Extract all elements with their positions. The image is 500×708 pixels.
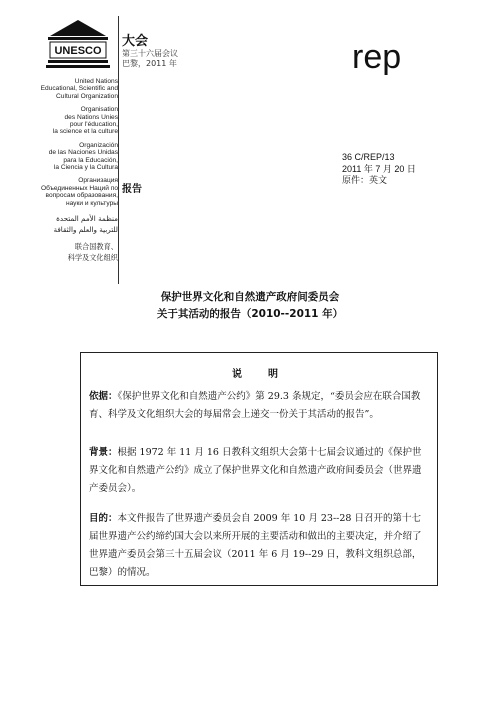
org-name-zh: 联合国教育、 科学及文化组织 bbox=[67, 242, 118, 263]
unesco-logo bbox=[40, 16, 116, 76]
summary-item-label: 依据： bbox=[89, 391, 118, 402]
org-name-es: Organización de las Naciones Unidas para la Educación, la Ciencia y la Cultura bbox=[48, 141, 118, 172]
report-label: 报告 bbox=[122, 184, 142, 195]
summary-item-text: 《保护世界文化和自然遗产公约》第 29.3 条规定，“委员会应在联合国教育、科学及文化组织大会的每届常会上递交一份关于其活动的报告”。 bbox=[89, 391, 421, 420]
organization-names bbox=[40, 78, 118, 269]
summary-heading: 说 明 bbox=[232, 369, 286, 380]
summary-item-basis bbox=[89, 388, 429, 424]
doc-type: rep bbox=[352, 38, 402, 76]
conference-title: 大会 bbox=[122, 34, 149, 49]
document-title-line2: 关于其活动的报告（2010--2011 年） bbox=[156, 308, 344, 320]
document-meta bbox=[342, 152, 416, 187]
doc-symbol: 36 C/REP/13 bbox=[342, 152, 395, 162]
header-divider bbox=[118, 16, 119, 284]
doc-date: 2011 年 7 月 20 日 bbox=[342, 163, 416, 174]
temple-logo-icon bbox=[40, 16, 116, 76]
summary-item-text: 根据 1972 年 11 月 16 日教科文组织大会第十七届会议通过的《保护世界文化和自然遗产公约》成立了保护世界文化和自然遗产政府间委员会（世界遗产委员会）。 bbox=[89, 447, 422, 494]
summary-item-purpose bbox=[89, 510, 429, 582]
summary-item-label: 目的： bbox=[89, 513, 118, 524]
summary-box bbox=[80, 352, 438, 586]
org-name-ru: Организация Объединенных Наций по вопросам образования, науки и культуры bbox=[41, 177, 118, 207]
summary-item-background bbox=[89, 444, 429, 498]
org-name-fr: Organisation des Nations Unies pour l'éducation, la science et la culture bbox=[52, 106, 118, 136]
doc-original-language: 原件：英文 bbox=[342, 175, 388, 185]
conference-session: 第三十六届会议 bbox=[122, 49, 178, 58]
conference-place-year: 巴黎，2011 年 bbox=[122, 59, 177, 68]
summary-item-label: 背景： bbox=[89, 447, 118, 458]
org-name-ar: منظمة الأمم المتحدة للتربية والعلم والثقافة bbox=[53, 214, 118, 235]
summary-item-text: 本文件报告了世界遗产委员会自 2009 年 10 月 23--28 日召开的第十七届世界遗产公约缔约国大会以来所开展的主要活动和做出的主要决定，并介绍了世界遗产委员会第三十五届会议（2011 年 6 月 19--29 日，教科文组织总部，巴黎）的情况。 bbox=[89, 513, 422, 578]
document-title-line1: 保护世界文化和自然遗产政府间委员会 bbox=[160, 291, 340, 303]
logo-acronym: UNESCO bbox=[54, 45, 102, 57]
org-name-en: United Nations Educational, Scientific and Cultural Organization bbox=[40, 78, 118, 100]
conference-block bbox=[122, 30, 178, 69]
